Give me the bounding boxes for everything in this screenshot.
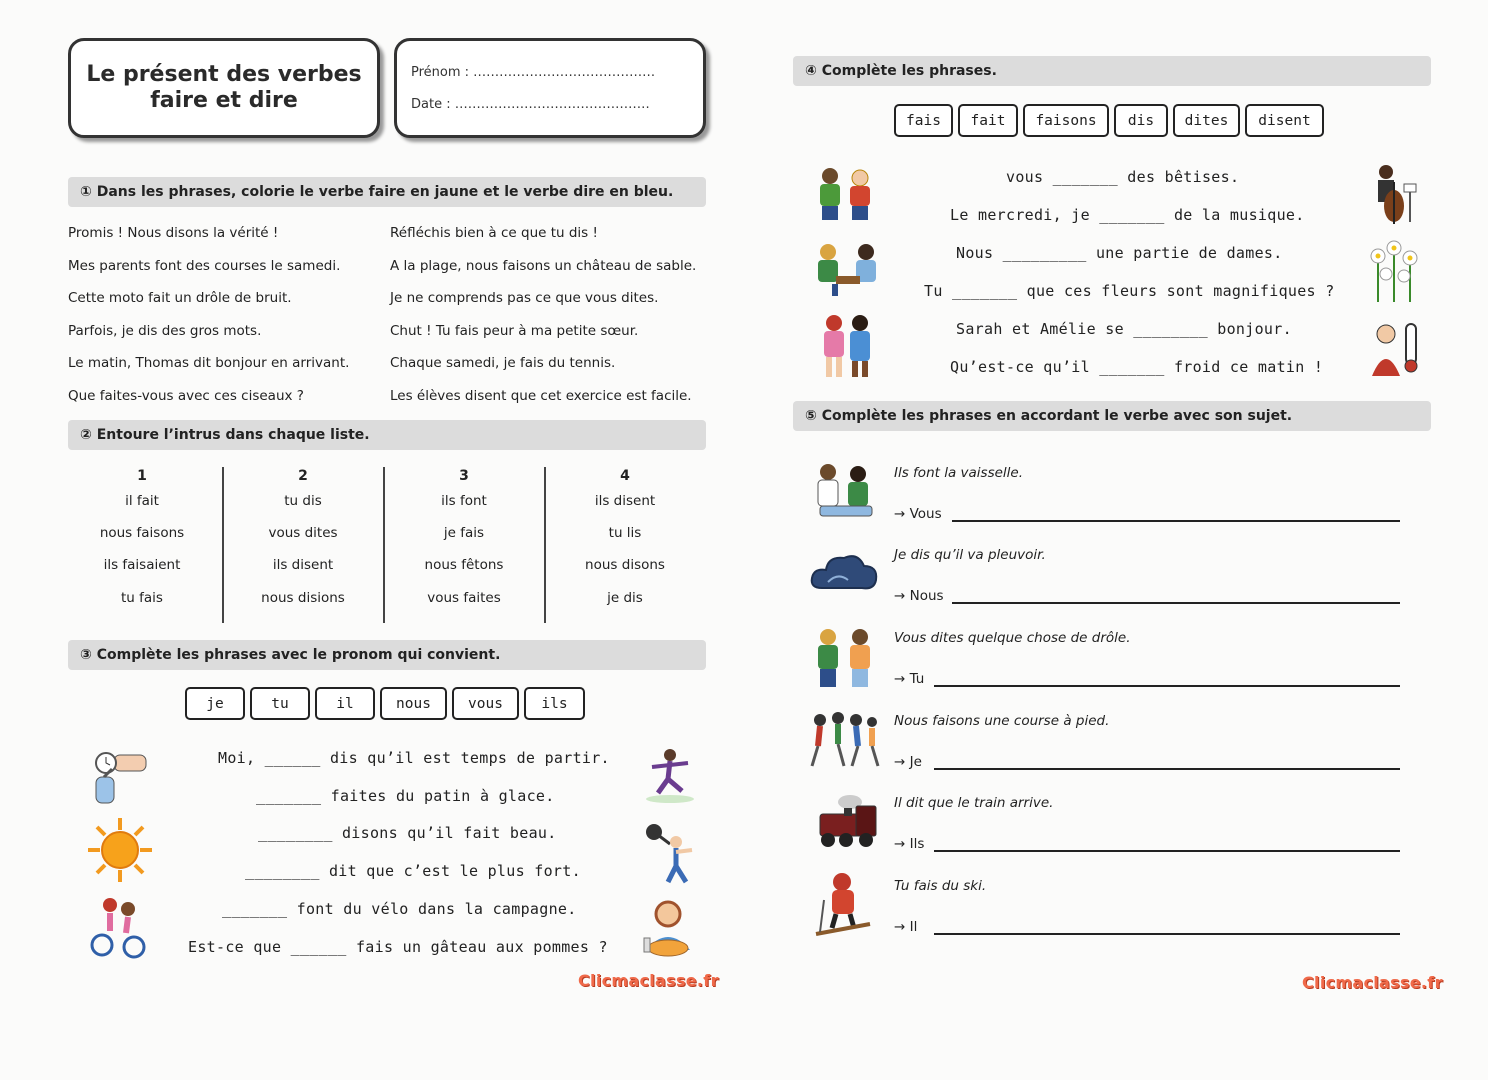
ex2-col1-item2[interactable]: nous faisons — [99, 525, 185, 541]
ex2-col4-item2[interactable]: tu lis — [608, 525, 642, 541]
ex2-col2-item3[interactable]: ils disent — [272, 557, 334, 573]
ex3-chip-ils[interactable]: ils — [524, 687, 585, 720]
ex2-title: ② Entoure l’intrus dans chaque liste. — [68, 420, 706, 450]
ex1-right-2: A la plage, nous faisons un château de sable. — [390, 258, 697, 274]
ex3-title: ③ Complète les phrases avec le pronom qui convient. — [68, 640, 706, 670]
ex5-answer-line-3[interactable] — [934, 685, 1400, 687]
ex4-chip-fais[interactable]: fais — [894, 104, 953, 137]
ex1-left-6: Que faites-vous avec ces ciseaux ? — [68, 388, 304, 404]
ex2-col2-item2[interactable]: vous dites — [268, 525, 338, 541]
ex2-col3-item3[interactable]: nous fêtons — [424, 557, 504, 573]
ex2-col3-head: 3 — [459, 468, 469, 484]
ex2-divider-3 — [544, 467, 546, 623]
ex3-chip-nous[interactable]: nous — [380, 687, 447, 720]
two-girls-greeting-icon — [818, 313, 876, 379]
ex5-prompt-5: → Ils — [894, 836, 925, 852]
skier-icon — [812, 870, 874, 940]
ex2-col1-item4[interactable]: tu fais — [121, 590, 163, 606]
brand-logo-left: Clicmaclasse.fr — [578, 971, 719, 990]
ex1-right-1: Réfléchis bien à ce que tu dis ! — [390, 225, 598, 241]
ex1-right-3: Je ne comprends pas ce que vous dites. — [390, 290, 659, 306]
clock-hand-icon — [90, 743, 152, 805]
prenom-field[interactable]: Prénom : …………………………………… — [411, 65, 656, 80]
ex3-chip-il[interactable]: il — [315, 687, 375, 720]
ex5-answer-line-5[interactable] — [934, 850, 1400, 852]
ex4-sentence-3: Nous _________ une partie de dames. — [956, 244, 1283, 262]
ex4-sentence-4: Tu _______ que ces fleurs sont magnifiques ? — [924, 282, 1335, 300]
ex3-sentence-5: _______ font du vélo dans la campagne. — [222, 900, 577, 918]
baking-child-icon — [636, 898, 700, 960]
checkers-players-icon — [812, 240, 880, 298]
ex1-right-5: Chaque samedi, je fais du tennis. — [390, 355, 616, 371]
sun-icon — [86, 816, 154, 884]
date-field[interactable]: Date : ……………………………………… — [411, 97, 650, 112]
ex1-left-4: Parfois, je dis des gros mots. — [68, 323, 262, 339]
cold-thermometer-icon — [1366, 318, 1422, 380]
ex3-chip-je[interactable]: je — [185, 687, 245, 720]
brand-logo-right: Clicmaclasse.fr — [1302, 973, 1443, 992]
ex4-title: ④ Complète les phrases. — [793, 56, 1431, 86]
ex1-right-4: Chut ! Tu fais peur à ma petite sœur. — [390, 323, 639, 339]
ex2-col1-item1[interactable]: il fait — [125, 493, 159, 509]
ex2-divider-2 — [383, 467, 385, 623]
ex5-answer-line-6[interactable] — [934, 933, 1400, 935]
ex3-sentence-6: Est-ce que ______ fais un gâteau aux pommes ? — [188, 938, 608, 956]
weightlifter-icon — [640, 822, 700, 884]
ex5-prompt-3: → Tu — [894, 671, 925, 687]
ex1-left-5: Le matin, Thomas dit bonjour en arrivant. — [68, 355, 350, 371]
ex2-col2-item4[interactable]: nous disions — [261, 590, 345, 606]
ex1-title: ① Dans les phrases, colorie le verbe faire en jaune et le verbe dire en bleu. — [68, 177, 706, 207]
ex2-col4-item4[interactable]: je dis — [607, 590, 643, 606]
ex1-right-6: Les élèves disent que cet exercice est facile. — [390, 388, 692, 404]
ex3-chip-tu[interactable]: tu — [250, 687, 310, 720]
ex4-sentence-2: Le mercredi, je _______ de la musique. — [950, 206, 1305, 224]
ice-skater-icon — [640, 745, 700, 805]
ex2-col4-item3[interactable]: nous disons — [585, 557, 665, 573]
ex4-sentence-6: Qu’est-ce qu’il _______ froid ce matin ! — [950, 358, 1324, 376]
ex3-sentence-2: _______ faites du patin à glace. — [256, 787, 555, 805]
worksheet-title-line2: faire et dire — [150, 88, 298, 113]
ex5-title: ⑤ Complète les phrases en accordant le verbe avec son sujet. — [793, 401, 1431, 431]
ex2-col3-item2[interactable]: je fais — [443, 525, 485, 541]
runners-icon — [808, 710, 880, 770]
ex2-col1-head: 1 — [137, 468, 147, 484]
ex5-sentence-1: Ils font la vaisselle. — [894, 465, 1024, 481]
ex5-answer-line-2[interactable] — [952, 602, 1400, 604]
steam-train-icon — [810, 792, 880, 850]
two-kids-talking-icon — [812, 166, 878, 222]
ex3-sentence-3: ________ disons qu’il fait beau. — [258, 824, 557, 842]
ex5-prompt-1: → Vous — [894, 506, 942, 522]
ex5-sentence-5: Il dit que le train arrive. — [894, 795, 1054, 811]
ex3-sentence-1: Moi, ______ dis qu’il est temps de partir. — [218, 749, 610, 767]
ex2-col4-item1[interactable]: ils disent — [594, 493, 656, 509]
ex5-sentence-6: Tu fais du ski. — [894, 878, 987, 894]
ex5-prompt-4: → Je — [894, 754, 922, 770]
cyclists-icon — [88, 893, 150, 959]
ex3-chip-vous[interactable]: vous — [452, 687, 519, 720]
ex4-chip-disent[interactable]: disent — [1245, 104, 1324, 137]
ex5-prompt-6: → Il — [894, 919, 918, 935]
ex4-sentence-5: Sarah et Amélie se ________ bonjour. — [956, 320, 1292, 338]
ex5-answer-line-4[interactable] — [934, 768, 1400, 770]
rain-cloud-icon — [808, 548, 880, 598]
ex1-left-3: Cette moto fait un drôle de bruit. — [68, 290, 292, 306]
name-date-box — [394, 38, 706, 138]
laughing-kids-icon — [812, 625, 878, 689]
ex2-col3-item1[interactable]: ils font — [441, 493, 487, 509]
ex4-chip-dis[interactable]: dis — [1114, 104, 1168, 137]
ex5-answer-line-1[interactable] — [952, 520, 1400, 522]
cellist-icon — [1368, 162, 1420, 226]
worksheet-title-line1: Le présent des verbes — [86, 62, 362, 87]
worksheet-title-box — [68, 38, 380, 138]
ex1-left-2: Mes parents font des courses le samedi. — [68, 258, 341, 274]
ex2-col1-item3[interactable]: ils faisaient — [103, 557, 181, 573]
ex4-chip-fait[interactable]: fait — [958, 104, 1018, 137]
ex1-left-1: Promis ! Nous disons la vérité ! — [68, 225, 279, 241]
ex2-col2-item1[interactable]: tu dis — [284, 493, 322, 509]
ex4-chip-dites[interactable]: dites — [1173, 104, 1240, 137]
ex2-col2-head: 2 — [298, 468, 308, 484]
ex5-sentence-4: Nous faisons une course à pied. — [894, 713, 1110, 729]
ex4-sentence-1: vous _______ des bêtises. — [1006, 168, 1240, 186]
ex2-col4-head: 4 — [620, 468, 630, 484]
ex5-sentence-3: Vous dites quelque chose de drôle. — [894, 630, 1131, 646]
ex4-chip-faisons[interactable]: faisons — [1023, 104, 1109, 137]
dishwashing-kids-icon — [810, 462, 878, 522]
ex3-sentence-4: ________ dit que c’est le plus fort. — [245, 862, 581, 880]
flowers-icon — [1364, 238, 1422, 304]
ex5-prompt-2: → Nous — [894, 588, 944, 604]
ex2-col3-item4[interactable]: vous faites — [427, 590, 501, 606]
ex2-divider-1 — [222, 467, 224, 623]
ex5-sentence-2: Je dis qu’il va pleuvoir. — [894, 547, 1046, 563]
